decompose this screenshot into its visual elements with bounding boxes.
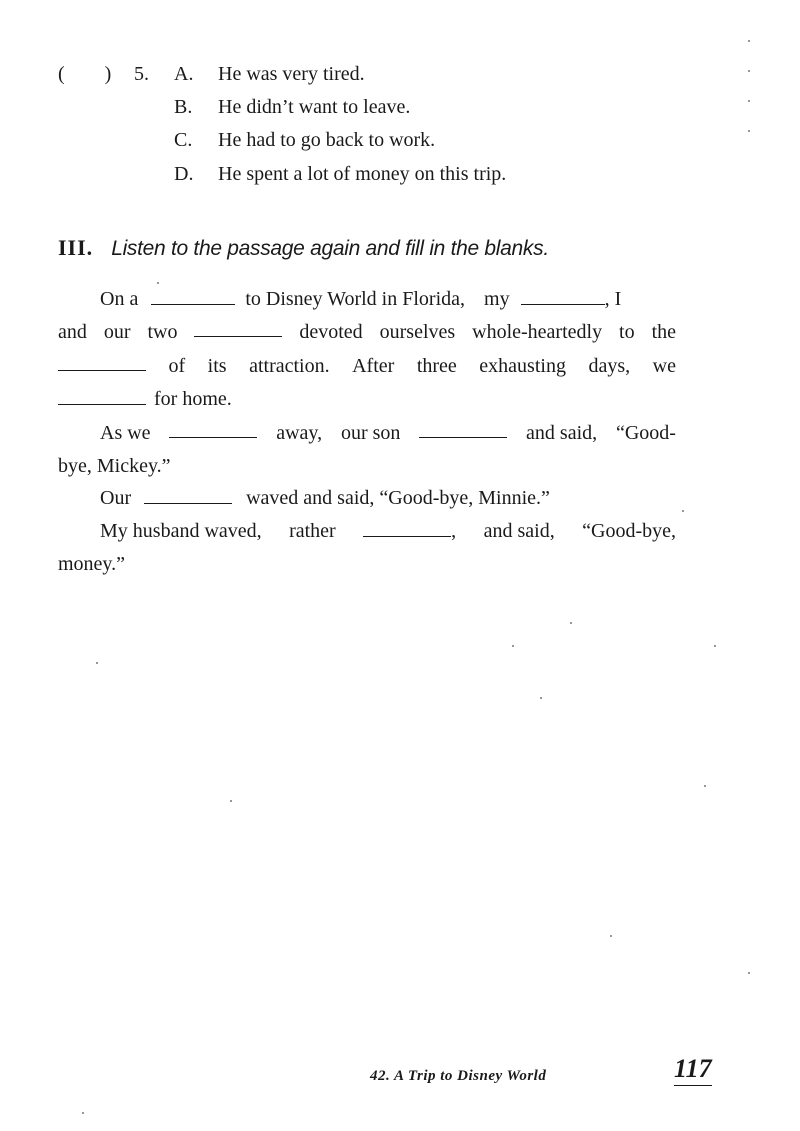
passage-text: whole-heartedly [472, 321, 603, 343]
passage-line [100, 423, 676, 443]
passage-text: and said, [526, 422, 598, 444]
passage-text: our [103, 321, 131, 343]
fill-blank[interactable] [144, 489, 232, 504]
passage-text: two [147, 321, 178, 343]
passage-text: three [416, 355, 457, 377]
passage-text: we [652, 355, 676, 377]
passage-text: away, [276, 422, 323, 444]
page-number: 117 [674, 1054, 712, 1086]
passage-line [58, 356, 676, 376]
passage-line [58, 456, 676, 476]
passage-text: devoted [299, 321, 363, 343]
option-letter: D. [174, 163, 194, 185]
option-letter: A. [174, 63, 194, 85]
passage-text: its [207, 355, 227, 377]
fill-blank[interactable] [169, 423, 257, 438]
fill-blank[interactable] [419, 423, 507, 438]
fill-blank[interactable] [194, 322, 282, 337]
passage-text: , [451, 520, 457, 542]
passage-line [100, 521, 676, 541]
fill-blank[interactable] [363, 522, 451, 537]
passage-line [100, 289, 664, 309]
passage-text: and said, [483, 520, 555, 542]
passage-text: rather [289, 520, 336, 542]
option-text: He spent a lot of money on this trip. [218, 163, 507, 185]
passage-line [100, 488, 718, 508]
passage-text: days, [588, 355, 631, 377]
fill-blank[interactable] [151, 290, 235, 305]
passage-text: my [484, 288, 510, 310]
fill-blank[interactable] [521, 290, 605, 305]
question-number: 5. [134, 63, 149, 85]
option-d [174, 164, 506, 184]
option-b [174, 97, 410, 117]
option-letter: B. [174, 96, 193, 118]
section-heading [58, 235, 549, 261]
passage-line [58, 554, 676, 574]
passage-text: As we [100, 422, 151, 444]
passage-text: Our [100, 487, 132, 509]
passage-text: After [352, 355, 395, 377]
passage-text: to [619, 321, 635, 343]
passage-text: and [58, 321, 87, 343]
option-text: He didn’t want to leave. [218, 96, 411, 118]
passage-line [58, 389, 676, 409]
passage-text: our son [340, 422, 401, 444]
answer-paren: ( ) [58, 63, 112, 85]
passage-line [58, 322, 676, 342]
fill-blank[interactable] [58, 390, 146, 405]
passage-text: bye, Mickey.” [58, 455, 171, 477]
passage-text: waved and said, “Good-bye, Minnie.” [246, 487, 550, 509]
option-letter: C. [174, 129, 193, 151]
passage-text: “Good-bye, [582, 520, 676, 542]
passage-text: “Good- [615, 422, 676, 444]
option-c [174, 130, 435, 150]
passage-text: of [168, 355, 186, 377]
passage-text: On a [100, 288, 139, 310]
passage-text: , I [604, 288, 622, 310]
option-text: He was very tired. [218, 63, 365, 85]
option-text: He had to go back to work. [218, 129, 436, 151]
question-5 [58, 64, 149, 84]
passage-text: money.” [58, 553, 126, 575]
passage-text: ourselves [379, 321, 456, 343]
section-instruction: Listen to the passage again and fill in the blanks. [111, 237, 549, 260]
passage-text: exhausting [479, 355, 566, 377]
passage-text: My husband waved, [100, 520, 262, 542]
option-a [174, 64, 365, 84]
passage-text: the [651, 321, 676, 343]
fill-blank[interactable] [58, 356, 146, 371]
passage-text: for home. [154, 388, 232, 410]
passage-text: attraction. [249, 355, 330, 377]
section-number: III. [58, 235, 94, 260]
passage-text: to Disney World in Florida, [245, 288, 466, 310]
footer-chapter-title: 42. A Trip to Disney World [370, 1068, 547, 1084]
